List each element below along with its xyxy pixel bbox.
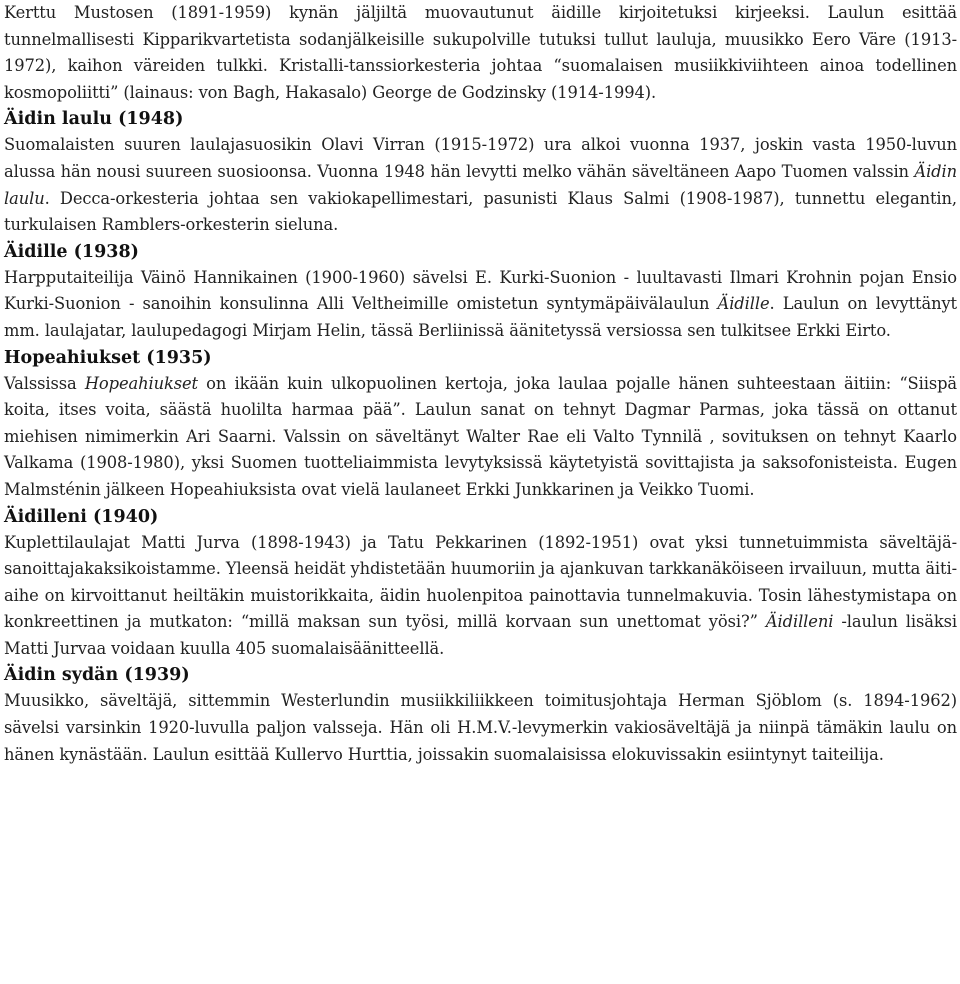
section-paragraph bbox=[4, 371, 957, 504]
song-title-italic: Äidin laulu bbox=[4, 161, 957, 208]
section-paragraph bbox=[4, 688, 957, 768]
section-heading: Äidin sydän (1939) bbox=[4, 665, 190, 686]
intro-paragraph: Kerttu Mustosen (1891-1959) kynän jäljiltä muovautunut äidille kirjoitetuksi kirjeeksi. Laulun esittää tunnelmallisesti Kipparikvartetista sodanjälkeisille sukupolville tutuksi tullut lauluja, muusikko Eero Väre (1913-1972), kaihon väreiden tulkki. Kristalli-tanssiorkesteria johtaa “suomalaisen musiikkiviihteen ainoa todellinen kosmopoliitti” (lainaus: von Bagh, Hakasalo) George de Godzinsky (1914-1994). bbox=[4, 3, 957, 102]
text-run: Kuplettilaulajat Matti Jurva (1898-1943) ja Tatu Pekkarinen (1892-1951) ovat yksi tunnetuimmista säveltäjä-sanoittajakaksikoistamme. Yleensä heidät yhdistetään huumoriin ja ajankuvan tarkkanäköiseen irvailuun, mutta äiti-aihe on kirvoittanut heiltäkin muistorikkaita, äidin huolenpitoa painottavia tunnelmakuvia. Tosin lähestymistapa on konkreettinen ja mutkaton: “millä maksan sun työsi, millä korvaan sun unettomat yösi?” bbox=[4, 532, 957, 632]
section-paragraph bbox=[4, 265, 957, 345]
section-heading: Äidille (1938) bbox=[4, 241, 139, 262]
text-run: Muusikko, säveltäjä, sittemmin Westerlundin musiikkiliikkeen toimitusjohtaja Herman Sjöblom (s. 1894-1962) sävelsi varsinkin 1920-luvulla paljon valsseja. Hän oli H.M.V.-levymerkin vakiosäveltäjä ja niinpä tämäkin laulu on hänen kynästään. Laulun esittää Kullervo Hurttia, joissakin suomalaisissa elokuvissakin esiintynyt taiteilija. bbox=[4, 691, 957, 764]
section-heading: Hopeahiukset (1935) bbox=[4, 347, 212, 368]
section-aidin-laulu bbox=[4, 106, 957, 238]
section-paragraph bbox=[4, 132, 957, 238]
section-heading: Äidilleni (1940) bbox=[4, 506, 159, 527]
song-title-italic: Äidille bbox=[717, 294, 770, 314]
text-run: . Laulun on levyttänyt mm. laulajatar, laulupedagogi Mirjam Helin, tässä Berliinissä äänitetyssä versiossa sen tulkitsee Erkki Eirto. bbox=[4, 294, 957, 340]
section-heading: Äidin laulu (1948) bbox=[4, 109, 184, 130]
text-run: Suomalaisten suuren laulajasuosikin Olavi Virran (1915-1972) ura alkoi vuonna 1937, joskin vasta 1950-luvun alussa hän nousi suureen suosioonsa. Vuonna 1948 hän levytti melko vähän säveltäneen Aapo Tuomen valssin bbox=[4, 135, 957, 181]
song-title-italic: Hopeahiukset bbox=[84, 373, 198, 393]
text-run: Valssissa bbox=[4, 373, 85, 393]
text-run: . Decca-orkesteria johtaa sen vakiokapellimestari, pasunisti Klaus Salmi (1908-1987), tunnettu elegantin, turkulaisen Ramblers-orkesterin sieluna. bbox=[4, 188, 957, 235]
text-run: Harpputaiteilija Väinö Hannikainen (1900-1960) sävelsi E. Kurki-Suonion - luultavasti Ilmari Krohnin pojan Ensio Kurki-Suonion - sanoihin konsulinna Alli Veltheimille omistetun syntymäpäivälaulun bbox=[4, 267, 957, 314]
text-run: on ikään kuin ulkopuolinen kertoja, joka laulaa pojalle hänen suhteestaan äitiin: “Siispä koita, itses voita, säästä huolilta harmaa pää”. Laulun sanat on tehnyt Dagmar Parmas, joka tässä on ottanut miehisen nimimerkin Ari Saarni. Valssin on säveltänyt Walter Rae eli Valto Tynnilä , sovituksen on tehnyt Kaarlo Valkama (1908-1980), yksi Suomen tuotteliaimmista levytyksissä käytetyistä sovittajista ja saksofonisteista. Eugen Malmsténin jälkeen Hopeahiuksista ovat vielä laulaneet Erkki Junkkarinen ja Veikko Tuomi. bbox=[4, 373, 957, 499]
section-aidin-sydan bbox=[4, 662, 957, 768]
section-hopeahiukset bbox=[4, 345, 957, 504]
section-paragraph bbox=[4, 530, 957, 663]
text-run: -laulun lisäksi Matti Jurvaa voidaan kuulla 405 suomalaisäänitteellä. bbox=[4, 612, 957, 658]
section-aidilleni bbox=[4, 504, 957, 663]
song-title-italic: Äidilleni bbox=[765, 612, 834, 632]
section-aidille bbox=[4, 239, 957, 345]
